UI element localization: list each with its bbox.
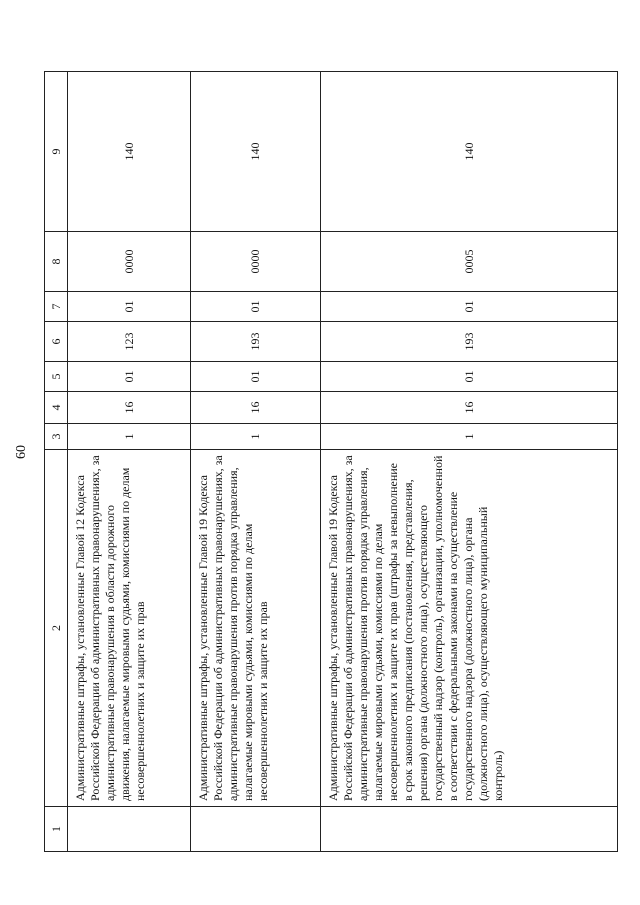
cell-col5: 01 — [68, 362, 191, 392]
cell-description: Административные штрафы, установленные Главой 19 Кодекса Российской Федерации об административных правонарушениях, за административные правонарушения против порядка управления, налагаемые мировыми судьями, комиссиями по делам несовершеннолетних и защите их прав (штрафы за невыполнение в срок законного предписания (постановления, представления, решения) органа (должностного лица), осуществляющего государственный надзор (контроль), организации, уполномоченной в соответствии с федеральными законами на осуществление государственного надзора (должностного лица), органа (должностного лица), осуществляющего муниципальный контроль) — [321, 450, 618, 807]
cell-col1 — [321, 807, 618, 852]
cell-col1 — [68, 807, 191, 852]
cell-col4: 16 — [68, 392, 191, 424]
table-row — [321, 72, 618, 852]
cell-description: Административные штрафы, установленные Главой 19 Кодекса Российской Федерации об административных правонарушениях, за административные правонарушения против порядка управления, налагаемые мировыми судьями, комиссиями по делам несовершеннолетних и защите их прав — [191, 450, 321, 807]
cell-col1 — [191, 807, 321, 852]
cell-col5: 01 — [191, 362, 321, 392]
column-number-row — [45, 72, 68, 852]
cell-col7: 01 — [321, 292, 618, 322]
cell-col8: 0000 — [68, 232, 191, 292]
cell-col6: 123 — [68, 322, 191, 362]
budget-classification-table — [44, 71, 618, 852]
cell-col9: 140 — [321, 72, 618, 232]
column-header-9: 9 — [45, 72, 68, 232]
cell-col7: 01 — [68, 292, 191, 322]
cell-col6: 193 — [321, 322, 618, 362]
cell-col3: 1 — [191, 424, 321, 450]
rotated-table-container — [44, 72, 618, 852]
cell-col8: 0005 — [321, 232, 618, 292]
cell-description: Административные штрафы, установленные Главой 12 Кодекса Российской Федерации об административных правонарушениях, за административные правонарушения в области дорожного движения, налагаемые мировыми судьями, комиссиями по делам несовершеннолетних и защите их прав — [68, 450, 191, 807]
cell-col7: 01 — [191, 292, 321, 322]
cell-col3: 1 — [68, 424, 191, 450]
column-header-4: 4 — [45, 392, 68, 424]
column-header-3: 3 — [45, 424, 68, 450]
cell-col6: 193 — [191, 322, 321, 362]
cell-col3: 1 — [321, 424, 618, 450]
column-header-5: 5 — [45, 362, 68, 392]
cell-col9: 140 — [68, 72, 191, 232]
cell-col5: 01 — [321, 362, 618, 392]
column-header-1: 1 — [45, 807, 68, 852]
page-number: 60 — [14, 445, 29, 459]
table-row — [191, 72, 321, 852]
column-header-6: 6 — [45, 322, 68, 362]
cell-col4: 16 — [321, 392, 618, 424]
cell-col9: 140 — [191, 72, 321, 232]
cell-col4: 16 — [191, 392, 321, 424]
table-row — [68, 72, 191, 852]
cell-col8: 0000 — [191, 232, 321, 292]
column-header-7: 7 — [45, 292, 68, 322]
column-header-8: 8 — [45, 232, 68, 292]
column-header-2: 2 — [45, 450, 68, 807]
